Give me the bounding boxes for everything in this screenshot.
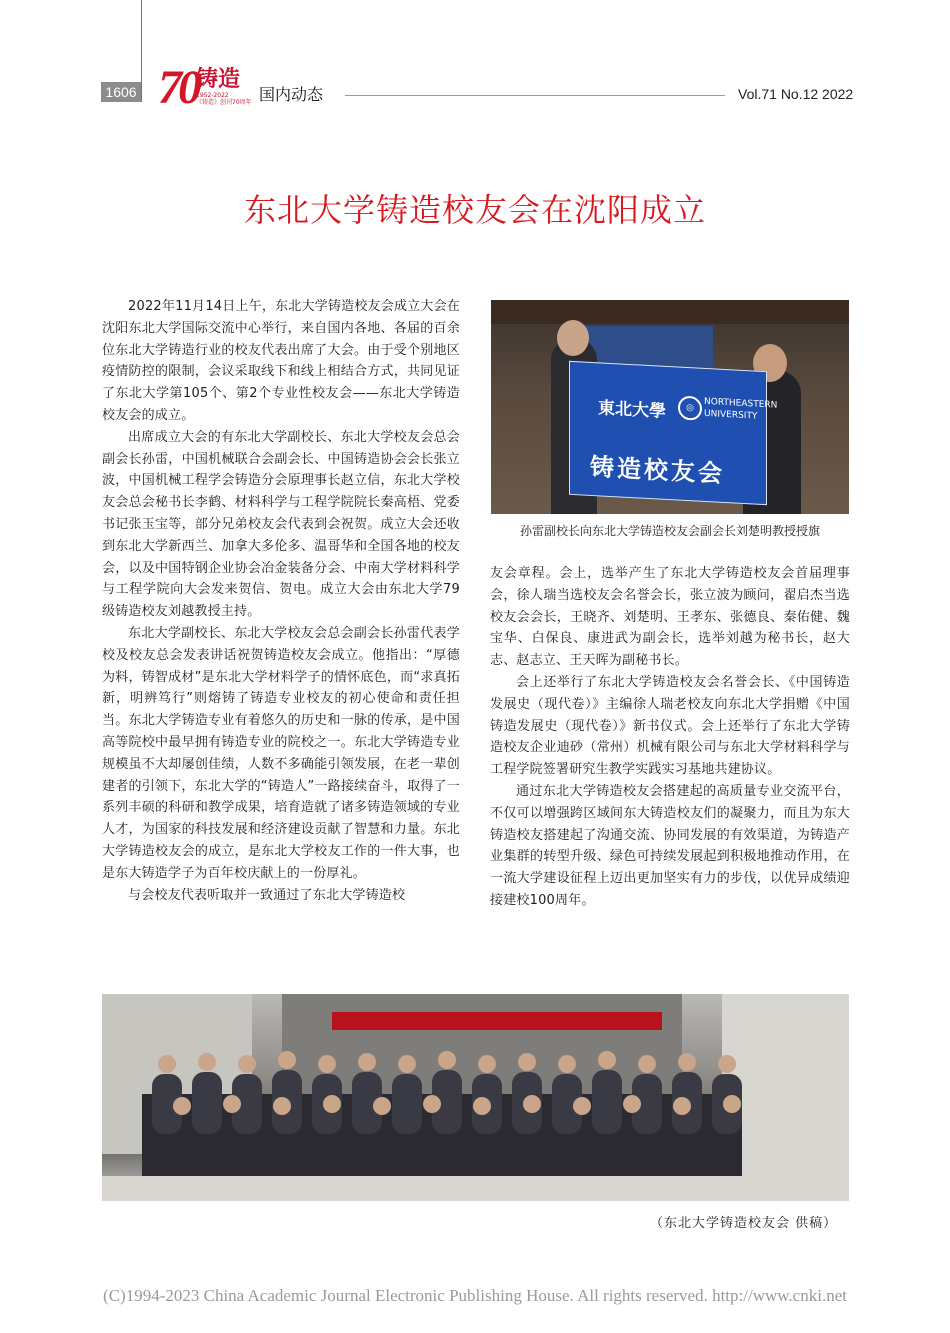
- page-number: 1606: [101, 82, 141, 102]
- article-title: 东北大学铸造校友会在沈阳成立: [243, 191, 706, 229]
- paragraph: 出席成立大会的有东北大学副校长、东北大学校友会总会副会长孙雷，中国机械联合会副会长、中国铸造协会会长张立波，中国机械工程学会铸造分会原理事长赵立信，东北大学校友会总会秘书长李鹤、材料科学与工程学院院长秦高梧、党委书记张玉宝等，部分兄弟校友会代表到会祝贺。成立大会还收到东北大学新西兰、加拿大多伦多、温哥华和全国各地的校友会，以及中国特钢企业协会冶金装备分会、中南大学材料科学与工程学院向大会发来贺信、贺电。成立大会由东北大学79级铸造校友刘越教授主持。: [102, 429, 460, 620]
- journal-logo-subtitle: 《铸造》创刊70周年: [196, 99, 252, 106]
- flag-school-name: 東北大學: [598, 398, 666, 422]
- stage-backdrop: [491, 300, 849, 324]
- flag-english-line2: UNIVERSITY: [704, 408, 758, 422]
- group-photo: [102, 994, 849, 1201]
- university-emblem-icon: ◎: [678, 396, 702, 421]
- header-divider-line: [141, 0, 142, 102]
- person-left-head: [557, 320, 589, 356]
- alumni-flag: [569, 361, 778, 505]
- photo-caption: 孙雷副校长向东北大学铸造校友会副会长刘楚明教授授旗: [519, 524, 820, 538]
- left-column: [102, 296, 460, 906]
- flag-presentation-photo: [491, 300, 849, 514]
- header-rule: [345, 95, 725, 96]
- paragraph: 东北大学副校长、东北大学校友会总会副会长孙雷代表学校及校友总会发表讲话祝贺铸造校友会成立。他指出：“厚德为料，铸智成材”是东北大学材料学子的情怀底色，而“求真拓新，明辨笃行”则熔铸了铸造专业校友的初心使命和责任担当。东北大学铸造专业有着悠久的历史和一脉的传承，是中国高等院校中最早拥有铸造专业的院校之一。东北大学铸造专业规模虽不大却屡创佳绩，人数不多确能引领发展，在老一辈创建者的引领下，东北大学的“铸造人”一路接续奋斗，取得了一系列丰硕的科研和教学成果，培育造就了诸多铸造领域的专业人才，为国家的科技发展和经济建设贡献了智慧和力量。东北大学铸造校友会的成立，是东北大学校友工作的一件大事，也是东大铸造学子为百年校庆献上的一份厚礼。: [102, 625, 460, 881]
- paragraph: 2022年11月14日上午，东北大学铸造校友会成立大会在沈阳东北大学国际交流中心举行，来自国内各地、各届的百余位东北大学铸造行业的校友代表出席了大会。由于受个别地区疫情防控的限制，会议采取线下和线上相结合方式，共同见证了东北大学第105个、第2个专业性校友会——东北大学铸造校友会的成立。: [102, 299, 460, 423]
- crowd-of-attendees: [122, 1034, 762, 1184]
- volume-issue: Vol.71 No.12 2022: [738, 86, 854, 102]
- paragraph: 会上还举行了东北大学铸造校友会名誉会长、《中国铸造发展史（现代卷）》主编徐人瑞老校友向东北大学捐赠《中国铸造发展史（现代卷）》新书仪式。会上还举行了东北大学铸造校友企业迪砂（常州）机械有限公司与东北大学材料科学与工程学院签署研究生教学实践实习基地共建协议。: [490, 674, 850, 778]
- ground: [102, 1176, 849, 1201]
- paragraph-continuation: 友会章程。会上，选举产生了东北大学铸造校友会首届理事会，徐人瑞当选校友会名誉会长，张立波为顾问，翟启杰当选校友会会长，王晓齐、刘楚明、王孝东、张德良、秦佑健、魏宝华、白保良、康进武为副会长，选举刘越为秘书长，赵大志、赵志立、王天晖为副秘书长。: [490, 566, 850, 669]
- article-credit: （东北大学铸造校友会 供稿）: [650, 1216, 838, 1231]
- journal-logo-70: 70: [158, 61, 198, 114]
- copyright-footer: (C)1994-2023 China Academic Journal Electronic Publishing House. All rights reserved. http://www.cnki.net: [103, 1286, 847, 1305]
- journal-logo-years: 1952-2022: [196, 92, 229, 99]
- red-banner: [332, 1012, 662, 1030]
- paragraph: 通过东北大学铸造校友会搭建起的高质量专业交流平台，不仅可以增强跨区域间东大铸造校友们的凝聚力，而且为东大铸造校友搭建起了沟通交流、协同发展的有效渠道，为铸造产业集群的转型升级、绿色可持续发展起到积极地推动作用，在一流大学建设征程上迈出更加坚实有力的步伐，以优异成绩迎接建校100周年。: [490, 783, 850, 908]
- flag-text: 铸造校友会: [590, 452, 725, 488]
- right-column: [490, 563, 850, 912]
- journal-logo-word: 铸造: [196, 67, 241, 92]
- flag-english-line1: NORTHEASTERN: [704, 396, 778, 411]
- section-title: 国内动态: [259, 85, 324, 104]
- paragraph: 与会校友代表听取并一致通过了东北大学铸造校: [128, 887, 406, 903]
